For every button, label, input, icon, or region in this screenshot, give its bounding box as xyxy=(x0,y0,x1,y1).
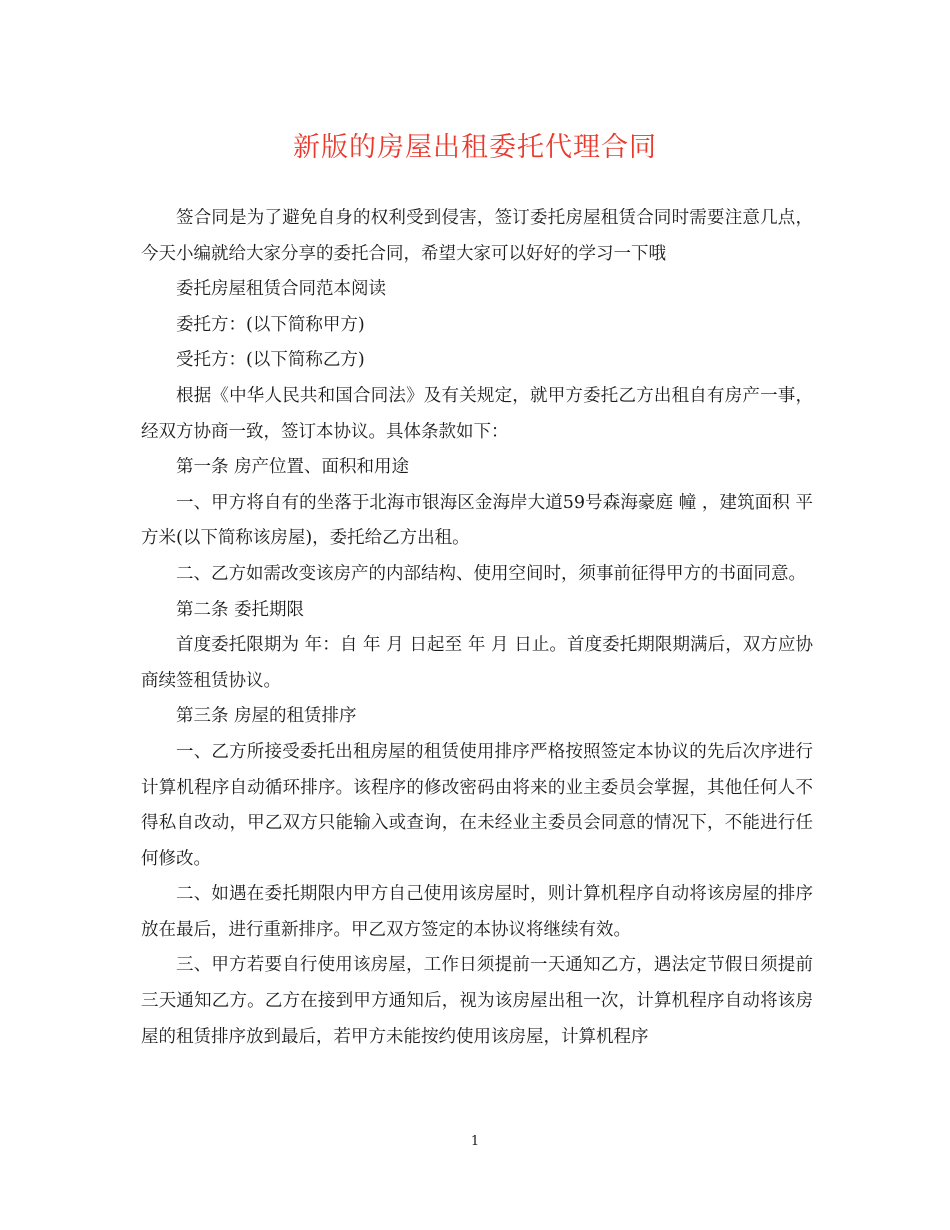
article-2-heading: 第二条 委托期限 xyxy=(176,599,305,620)
paragraph-principal: 委托方：(以下简称甲方) xyxy=(176,314,365,335)
article-2-clause: 首度委托限期为 年：自 年 月 日起至 年 月 日止。首度委托期限期满后，双方应协商续签租赁协议。 xyxy=(141,635,813,691)
article-3-clause-2: 二、如遇在委托期限内甲方自己使用该房屋时，则计算机程序自动将该房屋的排序放在最后，进行重新排序。甲乙双方签定的本协议将继续有效。 xyxy=(141,884,813,940)
article-3-clause-1: 一、乙方所接受委托出租房屋的租赁使用排序严格按照签定本协议的先后次序进行计算机程序自动循环排序。该程序的修改密码由将来的业主委员会掌握，其他任何人不得私自改动，甲乙双方只能输入或查询，在未经业主委员会同意的情况下，不能进行任何修改。 xyxy=(141,741,813,869)
article-1-clause-2: 二、乙方如需改变该房产的内部结构、使用空间时，须事前征得甲方的书面同意。 xyxy=(176,563,806,584)
page-number: 1 xyxy=(470,1134,480,1149)
article-1-heading: 第一条 房产位置、面积和用途 xyxy=(176,457,410,478)
article-3-heading: 第三条 房屋的租赁排序 xyxy=(176,706,357,727)
document-title: 新版的房屋出租委托代理合同 xyxy=(293,132,657,163)
paragraph-agent: 受托方：(以下简称乙方) xyxy=(176,350,365,371)
article-3-clause-3: 三、甲方若要自行使用该房屋，工作日须提前一天通知乙方，遇法定节假日须提前三天通知乙方。乙方在接到甲方通知后，视为该房屋出租一次，计算机程序自动将该房屋的租赁排序放到最后，若甲方未能按约使用该房屋，计算机程序 xyxy=(141,955,813,1047)
paragraph-intro: 签合同是为了避免自身的权利受到侵害，签订委托房屋租赁合同时需要注意几点，今天小编就给大家分享的委托合同，希望大家可以好好的学习一下哦 xyxy=(141,208,813,264)
document-body xyxy=(141,201,813,1055)
article-1-clause-1: 一、甲方将自有的坐落于北海市银海区金海岸大道59号森海豪庭 幢 ，建筑面积 平方米(以下简称该房屋)，委托给乙方出租。 xyxy=(141,492,813,549)
paragraph-sample-heading: 委托房屋租赁合同范本阅读 xyxy=(176,279,386,300)
paragraph-basis: 根据《中华人民共和国合同法》及有关规定，就甲方委托乙方出租自有房产一事，经双方协商一致，签订本协议。具体条款如下： xyxy=(141,385,813,442)
